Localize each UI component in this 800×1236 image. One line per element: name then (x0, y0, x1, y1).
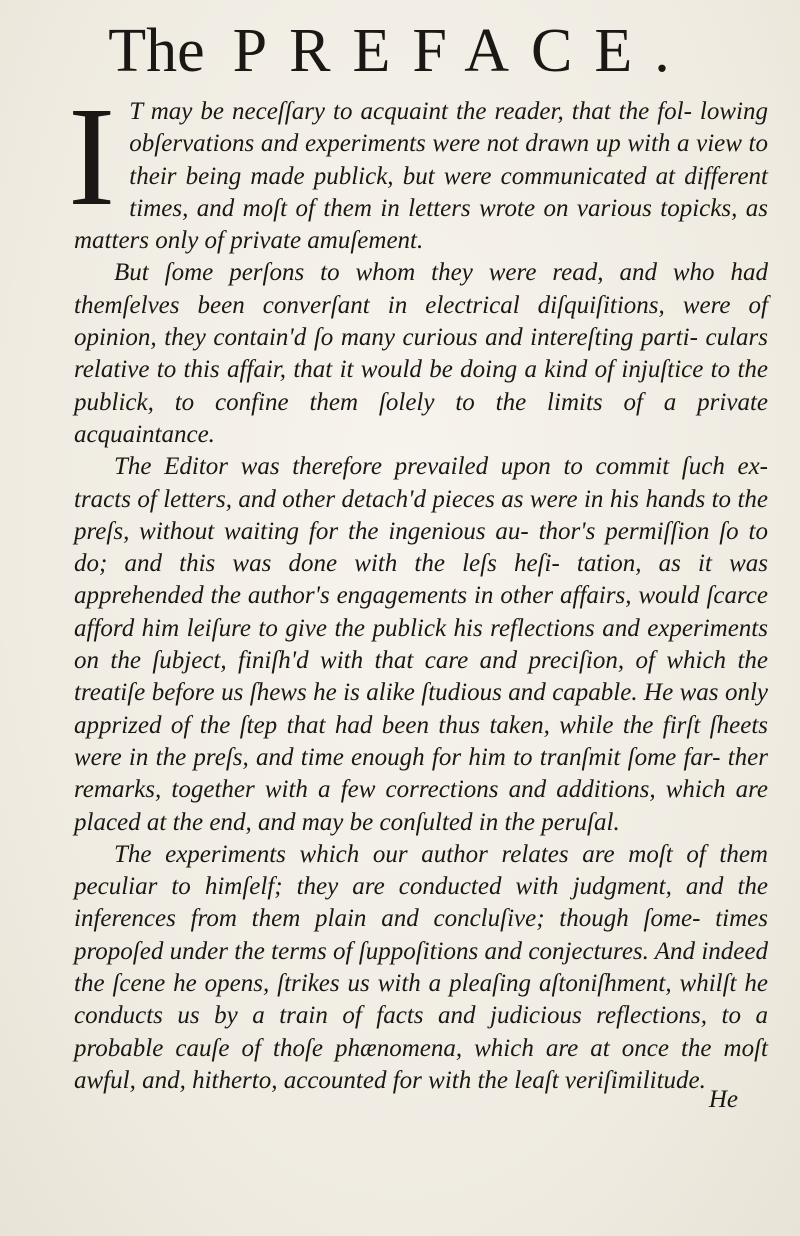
drop-cap: I (68, 77, 116, 235)
paragraph-2: But ſome perſons to whom they were read, and who had themſelves been converſant in electrical diſquiſitions, were of opinion, they contain'd ſo many curious and intereſting parti- culars relative to this affair, that it would be doing a kind of injuſtice to the publick, to confine them ſolely to the limits of a private acquaintance. (74, 259, 768, 448)
paragraph-1: T may be neceſſary to acquaint the reader, that the fol- lowing obſervations and experiments were not drawn up with a view to their being made publick, but were communicated at different times, and moſt of them in letters wrote on various topicks, as matters only of private amuſement. (74, 98, 768, 255)
title-preface: PREFACE. (232, 17, 692, 85)
catchword: He (708, 1086, 738, 1113)
title-the: The (108, 17, 205, 85)
paragraph-3: The Editor was therefore prevailed upon to commit ſuch ex- tracts of letters, and other detach'd pieces as were in his hands to the preſs, without waiting for the ingenious au- thor's permiſſion ſo to do; and this was done with the leſs heſi- tation, as it was apprehended the author's engagements in other affairs, would ſcarce afford him leiſure to give the publick his reflections and experiments on the ſubject, finiſh'd with that care and preciſion, of which the treatiſe before us ſhews he is alike ſtudious and capable. He was only apprized of the ſtep that had been thus taken, while the firſt ſheets were in the preſs, and time enough for him to tranſmit ſome far- ther remarks, together with a few corrections and additions, which are placed at the end, and may be conſulted in the peruſal. (74, 453, 768, 836)
paragraph-4: The experiments which our author relates are moſt of them peculiar to himſelf; they are conducted with judgment, and the inferences from them plain and concluſive; though ſome- times propoſed under the terms of ſuppoſitions and conjectures. And indeed the ſcene he opens, ſtrikes us with a pleaſing aſtoniſhment, whilſt he conducts us by a train of facts and judicious reflections, to a probable cauſe of thoſe phænomena, which are at once the moſt awful, and, hitherto, accounted for with the leaſt veriſimilitude. (74, 840, 768, 1094)
preface-body (68, 77, 768, 1097)
page-title (0, 14, 800, 88)
